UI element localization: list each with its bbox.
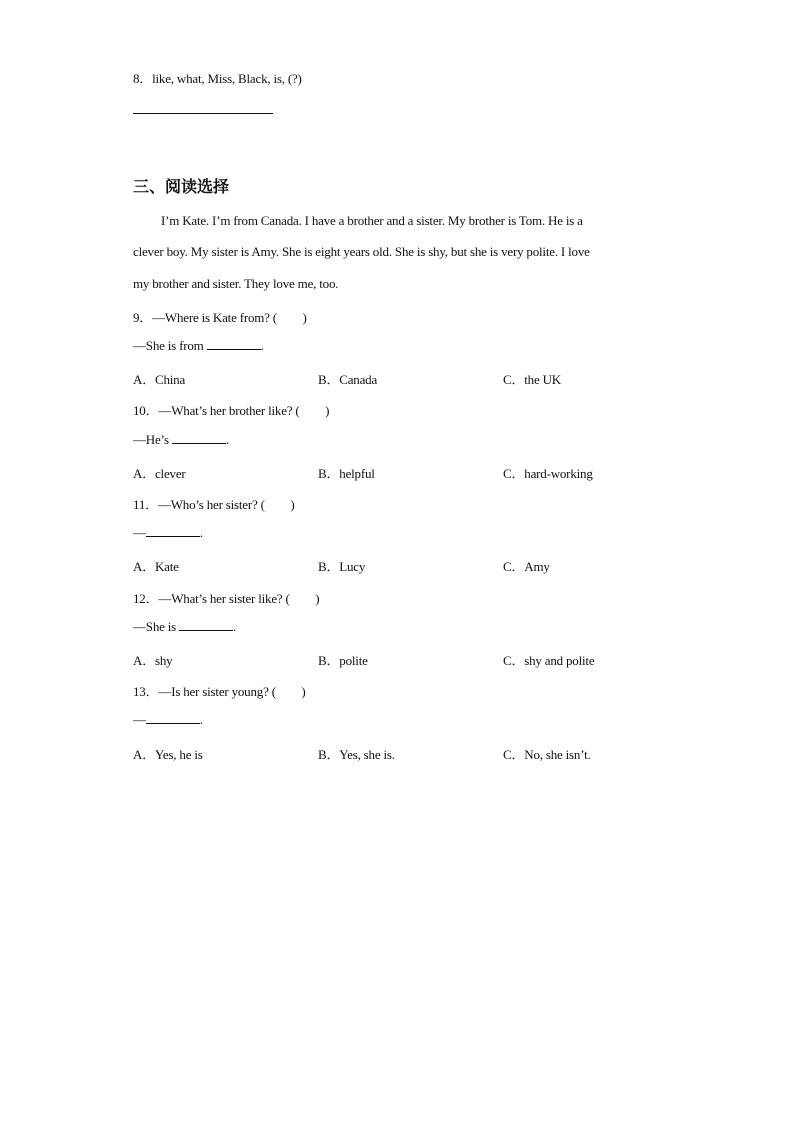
passage-line-1: I’m Kate. I’m from Canada. I have a brother and a sister. My brother is Tom. He is a bbox=[161, 213, 583, 228]
option-13-b[interactable]: B．Yes, she is. bbox=[318, 747, 395, 762]
option-12-c[interactable]: C．shy and polite bbox=[503, 653, 595, 668]
option-11-c[interactable]: C．Amy bbox=[503, 559, 550, 574]
question-11: 11．—Who’s her sister? ( ) bbox=[133, 497, 295, 512]
option-10-a[interactable]: A．clever bbox=[133, 466, 186, 481]
prompt-10: —He’s . bbox=[133, 432, 229, 447]
section-title: 三、阅读选择 bbox=[133, 177, 230, 196]
option-9-a[interactable]: A．China bbox=[133, 372, 186, 387]
question-12: 12．—What’s her sister like? ( ) bbox=[133, 591, 320, 606]
option-12-a[interactable]: A．shy bbox=[133, 653, 173, 668]
question-13: 13．—Is her sister young? ( ) bbox=[133, 684, 306, 699]
option-11-b[interactable]: B．Lucy bbox=[318, 559, 366, 574]
option-10-c[interactable]: C．hard-working bbox=[503, 466, 593, 481]
blank-12[interactable] bbox=[179, 620, 233, 631]
blank-13[interactable] bbox=[146, 713, 200, 724]
question-10: 10．—What’s her brother like? ( ) bbox=[133, 403, 330, 418]
option-11-a[interactable]: A．Kate bbox=[133, 559, 179, 574]
option-13-c[interactable]: C．No, she isn’t. bbox=[503, 747, 591, 762]
prompt-13: — . bbox=[133, 712, 203, 727]
passage-line-2: clever boy. My sister is Amy. She is eight years old. She is shy, but she is very polite. I love bbox=[133, 244, 590, 259]
blank-11[interactable] bbox=[146, 526, 200, 537]
question-9: 9．—Where is Kate from? ( ) bbox=[133, 310, 307, 325]
answer-line-8[interactable] bbox=[133, 113, 273, 114]
prompt-9: —She is from . bbox=[133, 338, 264, 353]
option-10-b[interactable]: B．helpful bbox=[318, 466, 375, 481]
question-8: 8．like, what, Miss, Black, is, (?) bbox=[133, 71, 302, 86]
prompt-11: — . bbox=[133, 525, 203, 540]
option-9-b[interactable]: B．Canada bbox=[318, 372, 378, 387]
option-13-a[interactable]: A．Yes, he is bbox=[133, 747, 203, 762]
passage-line-3: my brother and sister. They love me, too. bbox=[133, 276, 339, 291]
prompt-12: —She is . bbox=[133, 619, 237, 634]
option-9-c[interactable]: C．the UK bbox=[503, 372, 561, 387]
blank-9[interactable] bbox=[207, 339, 261, 350]
option-12-b[interactable]: B．polite bbox=[318, 653, 368, 668]
blank-10[interactable] bbox=[172, 433, 226, 444]
